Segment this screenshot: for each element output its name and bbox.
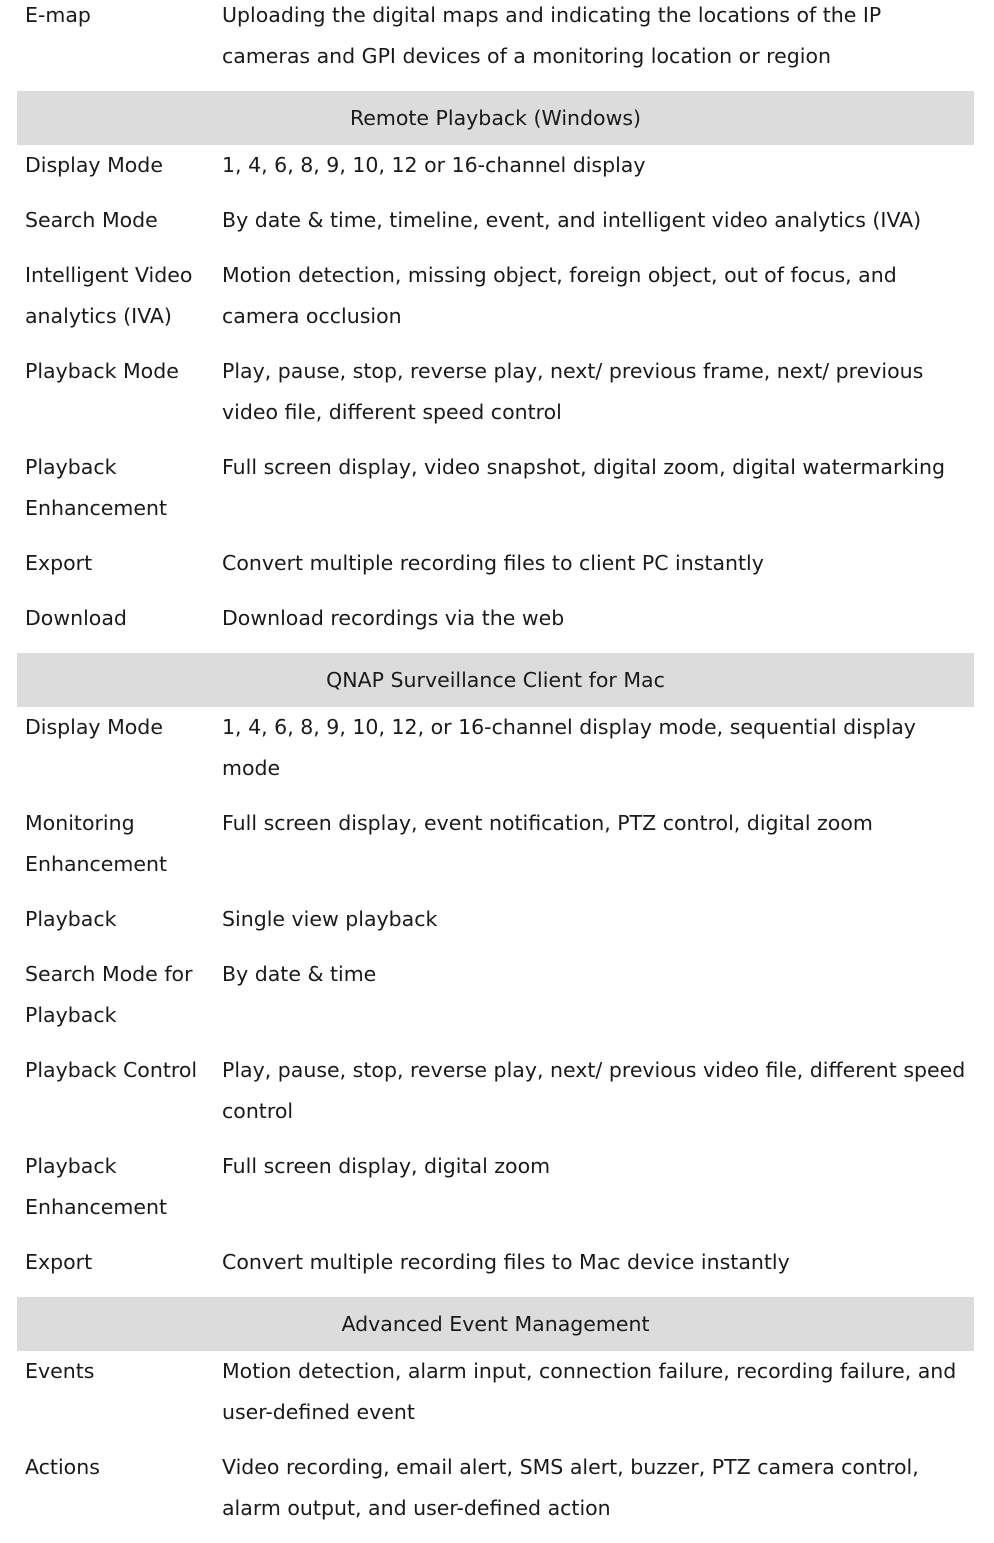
spec-label: Playback Control (25, 1058, 198, 1082)
section-header-event-management: Advanced Event Management (17, 1297, 974, 1351)
spec-value: Download recordings via the web (222, 606, 565, 630)
spec-row (17, 803, 974, 899)
spec-row (17, 598, 974, 653)
spec-value: Motion detection, alarm input, connection failure, recording failure, and user-defined event (222, 1359, 957, 1424)
spec-row (17, 543, 974, 598)
section-header-mac-client: QNAP Surveillance Client for Mac (17, 653, 974, 707)
spec-value: Full screen display, digital zoom (222, 1154, 551, 1178)
spec-label: Search Mode (25, 208, 158, 232)
spec-row (17, 145, 974, 200)
spec-label: Events (25, 1359, 95, 1383)
spec-value: Play, pause, stop, reverse play, next/ previous frame, next/ previous video file, different speed control (222, 359, 924, 424)
spec-row (17, 899, 974, 954)
spec-label: Playback Mode (25, 359, 179, 383)
spec-row (17, 1447, 974, 1543)
spec-value: Motion detection, missing object, foreign object, out of focus, and camera occlusion (222, 263, 897, 328)
spec-value: By date & time, timeline, event, and intelligent video analytics (IVA) (222, 208, 922, 232)
spec-label: Export (25, 1250, 93, 1274)
spec-label: E-map (25, 3, 91, 27)
spec-row (17, 954, 974, 1050)
spec-value: 1, 4, 6, 8, 9, 10, 12 or 16-channel display (222, 153, 646, 177)
spec-value: Video recording, email alert, SMS alert, buzzer, PTZ camera control, alarm output, and user-defined action (222, 1455, 919, 1520)
spec-label: Display Mode (25, 153, 163, 177)
spec-row (17, 1050, 974, 1146)
spec-row (17, 351, 974, 447)
spec-row (17, 255, 974, 351)
spec-value: Convert multiple recording files to Mac device instantly (222, 1250, 790, 1274)
spec-label: Actions (25, 1455, 100, 1479)
spec-row-e-map (17, 0, 974, 91)
section-header-remote-playback: Remote Playback (Windows) (17, 91, 974, 145)
spec-row (17, 707, 974, 803)
spec-value: By date & time (222, 962, 377, 986)
spec-value: Convert multiple recording files to client PC instantly (222, 551, 764, 575)
spec-value: Full screen display, event notification, PTZ control, digital zoom (222, 811, 873, 835)
spec-label: Intelligent Video analytics (IVA) (25, 263, 193, 328)
spec-row (17, 447, 974, 543)
spec-label: Playback Enhancement (25, 1154, 167, 1219)
spec-row (17, 200, 974, 255)
spec-label: Download (25, 606, 127, 630)
spec-label: Export (25, 551, 93, 575)
spec-value: Full screen display, video snapshot, digital zoom, digital watermarking (222, 455, 945, 479)
spec-table (17, 0, 974, 1543)
spec-value: Uploading the digital maps and indicating the locations of the IP cameras and GPI devices of a monitoring location or region (222, 3, 882, 68)
spec-label: Playback Enhancement (25, 455, 167, 520)
spec-value: Single view playback (222, 907, 438, 931)
spec-value: 1, 4, 6, 8, 9, 10, 12, or 16-channel display mode, sequential display mode (222, 715, 916, 780)
spec-row (17, 1242, 974, 1297)
spec-row (17, 1146, 974, 1242)
spec-value: Play, pause, stop, reverse play, next/ previous video file, different speed control (222, 1058, 966, 1123)
spec-label: Monitoring Enhancement (25, 811, 167, 876)
spec-label: Search Mode for Playback (25, 962, 193, 1027)
spec-label: Playback (25, 907, 117, 931)
spec-label: Display Mode (25, 715, 163, 739)
spec-row (17, 1351, 974, 1447)
